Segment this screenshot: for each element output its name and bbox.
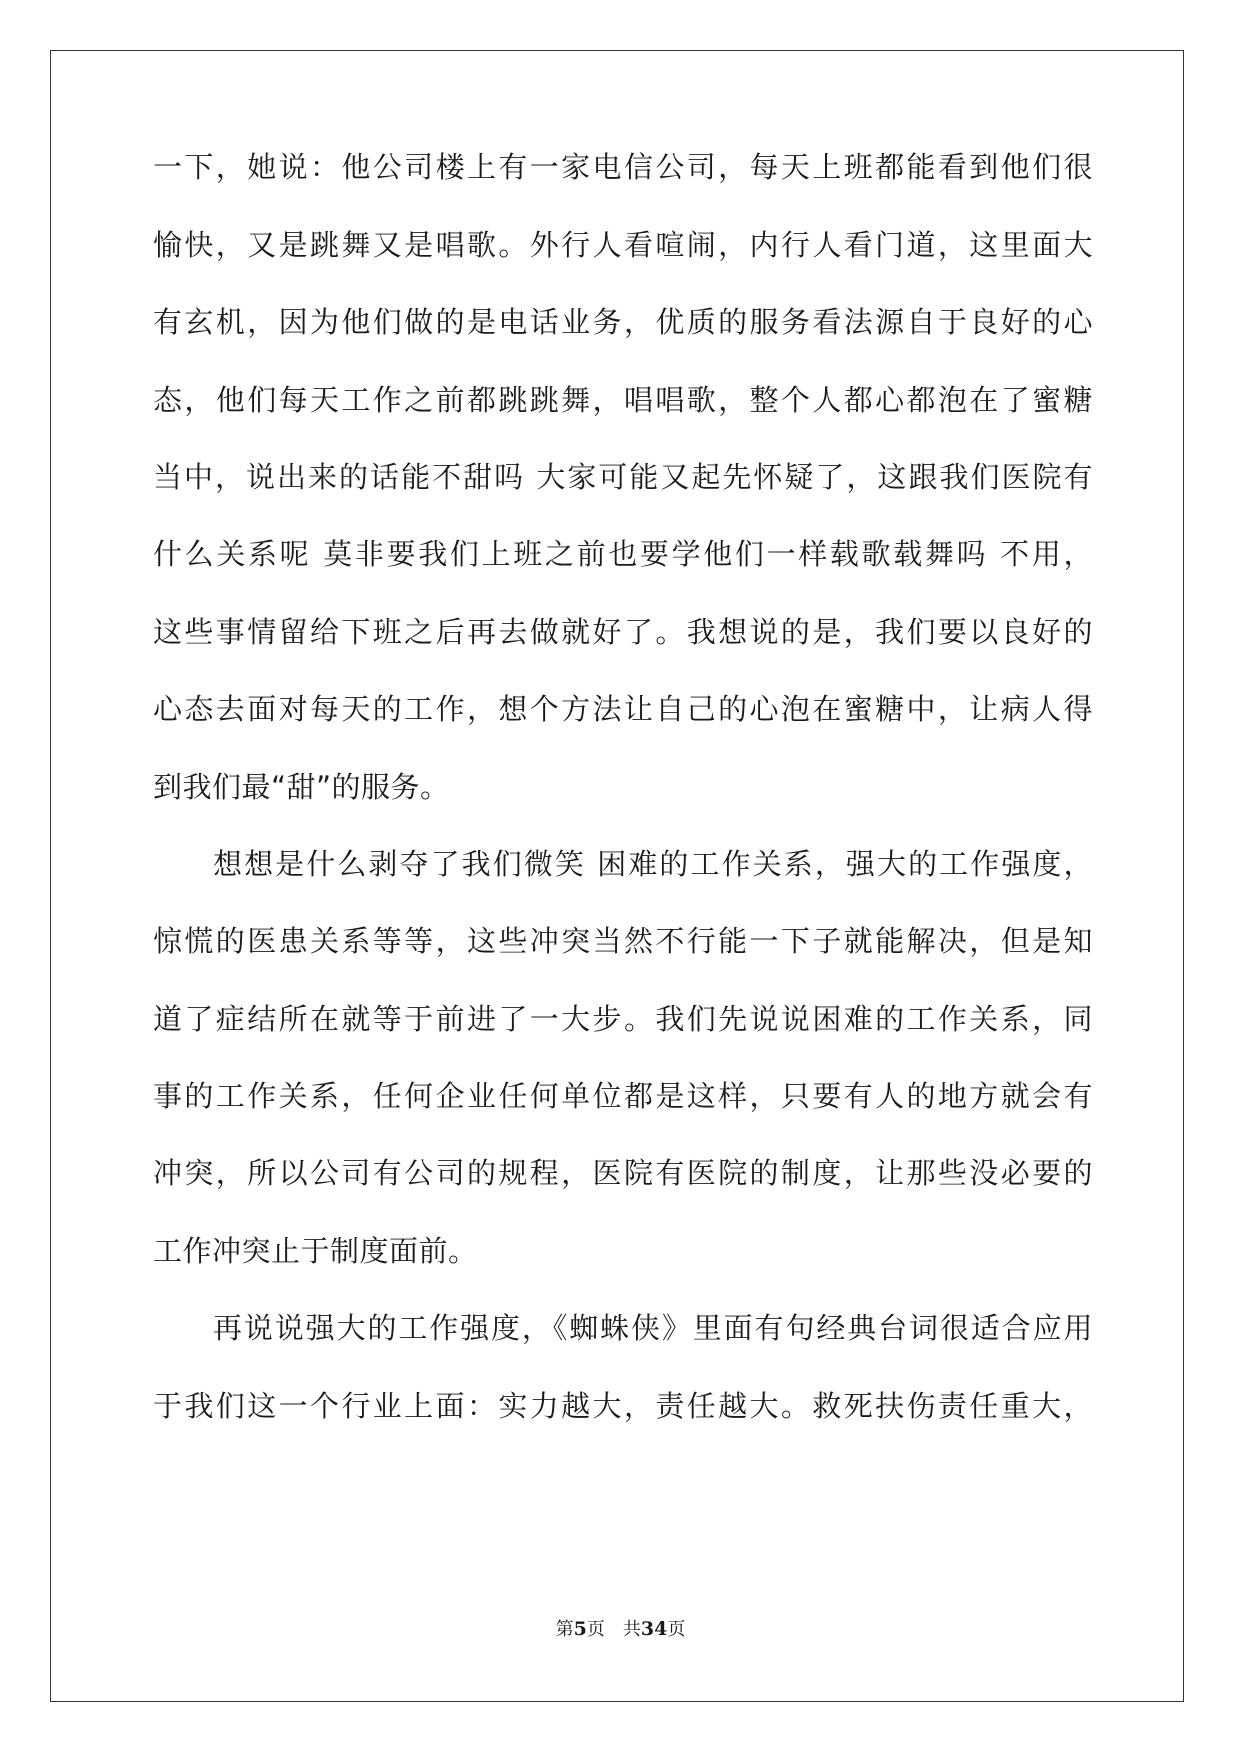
text-line: 态，他们每天工作之前都跳跳舞，唱唱歌，整个人都心都泡在了蜜糖 [153, 383, 1093, 417]
total-label-suffix: 页 [667, 1619, 686, 1640]
paragraph-first-line: 再说说强大的工作强度，《蜘蛛侠》里面有句经典台词很适合应用 [213, 1311, 1093, 1345]
text-line: 到我们最“甜”的服务。 [153, 770, 450, 804]
text-line: 一下，她说：他公司楼上有一家电信公司，每天上班都能看到他们很 [153, 150, 1093, 184]
text-line: 于我们这一个行业上面：实力越大，责任越大。救死扶伤责任重大， [153, 1389, 1093, 1423]
paragraph-first-line: 想想是什么剥夺了我们微笑 困难的工作关系，强大的工作强度， [213, 847, 1093, 881]
text-line: 这些事情留给下班之后再去做就好了。我想说的是，我们要以良好的 [153, 615, 1093, 649]
text-line: 什么关系呢 莫非要我们上班之前也要学他们一样载歌载舞吗 不用， [153, 537, 1093, 571]
text-line: 愉快，又是跳舞又是唱歌。外行人看喧闹，内行人看门道，这里面大 [153, 228, 1093, 262]
page-number: 5 [573, 1618, 587, 1640]
text-line: 事的工作关系，任何企业任何单位都是这样，只要有人的地方就会有 [153, 1079, 1093, 1113]
page-footer [0, 1617, 1241, 1642]
text-line: 道了症结所在就等于前进了一大步。我们先说说困难的工作关系，同 [153, 1002, 1093, 1036]
total-pages: 34 [640, 1618, 668, 1640]
text-line: 惊慌的医患关系等等，这些冲突当然不行能一下子就能解决，但是知 [153, 924, 1093, 958]
text-line: 心态去面对每天的工作，想个方法让自己的心泡在蜜糖中，让病人得 [153, 692, 1093, 726]
text-line: 有玄机，因为他们做的是电话业务，优质的服务看法源自于良好的心 [153, 305, 1093, 339]
text-line: 冲突，所以公司有公司的规程，医院有医院的制度，让那些没必要的 [153, 1156, 1093, 1190]
total-label-prefix: 共 [622, 1619, 641, 1640]
page-label-suffix: 页 [586, 1619, 605, 1640]
text-line: 当中，说出来的话能不甜吗 大家可能又起先怀疑了，这跟我们医院有 [153, 460, 1093, 494]
text-line: 工作冲突止于制度面前。 [153, 1234, 478, 1268]
page-label-prefix: 第 [555, 1619, 574, 1640]
